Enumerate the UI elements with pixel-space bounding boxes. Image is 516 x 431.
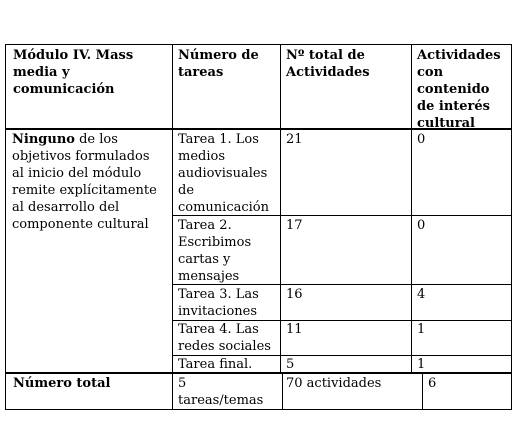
activities-cell: 11 [286, 322, 303, 337]
table-rule [172, 284, 512, 285]
table-rule [411, 44, 412, 373]
task-cell: Tarea 1. Los medios audiovisuales de comunicación [178, 132, 270, 215]
activities-cell: 5 [286, 357, 295, 372]
task-cell: Tarea 4. Las redes sociales [178, 322, 271, 354]
table-border-top [5, 44, 512, 45]
table-rule [282, 373, 283, 410]
objective-text: de los objetivos formulados al inicio del módulo remite explícitamente al desarrollo del componente cultural [12, 132, 157, 232]
table-rule [172, 44, 173, 410]
table-border-right [511, 44, 512, 410]
table-rule [422, 373, 423, 410]
activities-cell: 21 [286, 132, 303, 147]
task-cell: Tarea 3. Las invitaciones [178, 287, 259, 319]
table-border-bottom [5, 409, 512, 410]
activities-cell: 16 [286, 287, 303, 302]
cultural-cell: 1 [417, 322, 426, 337]
table-border-left [5, 44, 6, 410]
cultural-cell: 4 [417, 287, 426, 302]
objective-cell [7, 130, 173, 373]
total-activities: 70 actividades [286, 376, 382, 391]
total-label: Número total [13, 376, 111, 391]
table-rule [5, 373, 512, 374]
cultural-cell: 1 [417, 357, 426, 372]
table-rule [172, 320, 512, 321]
header-tasks-count: Número de tareas [178, 48, 259, 80]
table-rule [5, 129, 512, 130]
total-cultural: 6 [428, 376, 437, 391]
cultural-cell: 0 [417, 218, 426, 233]
table-rule [280, 44, 281, 373]
header-total-activities: Nº total de Actividades [286, 48, 370, 80]
total-tasks: 5 tareas/temas [178, 376, 264, 408]
cultural-cell: 0 [417, 132, 426, 147]
table-rule [172, 215, 512, 216]
objective-bold: Ninguno [12, 132, 75, 147]
activities-cell: 17 [286, 218, 303, 233]
task-cell: Tarea final. [178, 357, 253, 372]
table-rule [172, 355, 512, 356]
header-cultural-activities: Actividades con contenido de interés cultural [417, 48, 501, 128]
task-cell: Tarea 2. Escribimos cartas y mensajes [178, 218, 252, 284]
header-module-title: Módulo IV. Mass media y comunicación [13, 48, 134, 97]
